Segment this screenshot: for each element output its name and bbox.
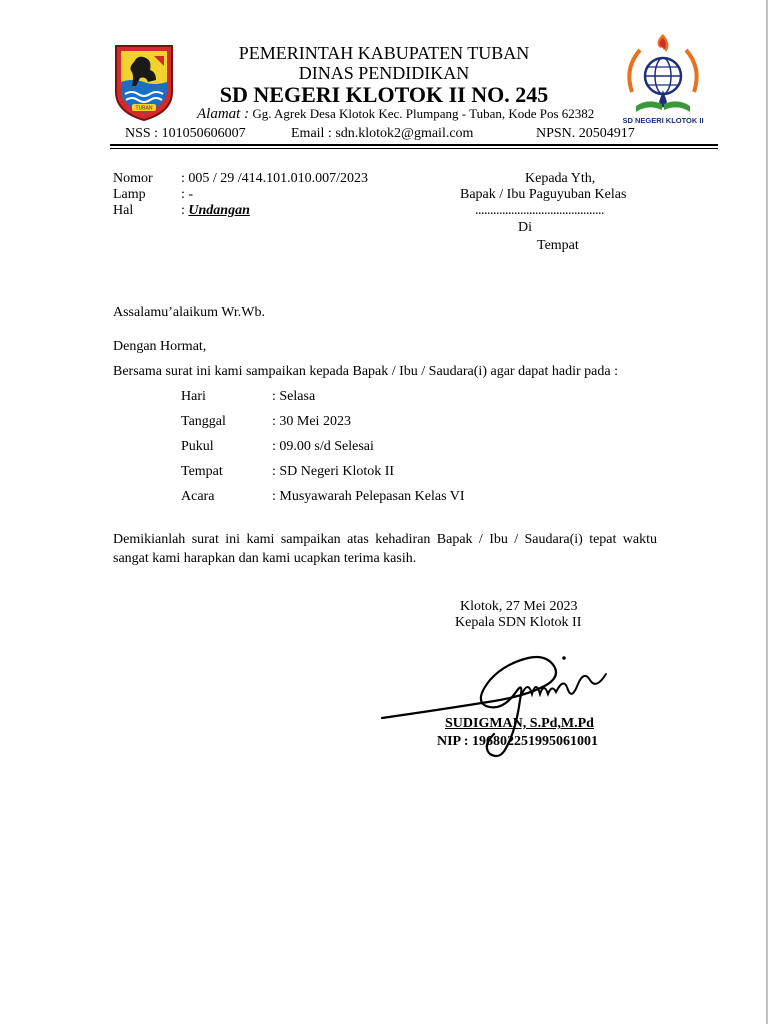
intro-paragraph: Bersama surat ini kami sampaikan kepada Bapak / Ibu / Saudara(i) agar dapat hadir pada : [113,364,618,379]
recipient-line-1: Kepada Yth, [525,171,596,186]
detail-value-hari: : Selasa [272,389,316,404]
handwritten-signature [378,640,618,770]
detail-value-tanggal: : 30 Mei 2023 [272,414,351,429]
detail-label-tanggal: Tanggal [181,414,226,429]
right-logo-text: SD NEGERI KLOTOK II [622,116,704,125]
opening: Dengan Hormat, [113,339,207,354]
address-label: Alamat : [197,106,250,122]
address-text: Gg. Agrek Desa Klotok Kec. Plumpang - Tuban, Kode Pos 62382 [252,106,595,121]
detail-label-pukul: Pukul [181,439,214,454]
lamp-value: : - [181,187,194,202]
detail-value-pukul: : 09.00 s/d Selesai [272,439,374,454]
recipient-line-5: Tempat [537,238,579,253]
place-date: Klotok, 27 Mei 2023 [460,599,578,614]
government-title: PEMERINTAH KABUPATEN TUBAN [238,43,530,63]
left-logo-text: TUBAN [135,105,153,112]
address-line [197,106,594,123]
hal-label: Hal [113,203,134,218]
hal-value: Undangan [188,203,250,218]
detail-value-acara: : Musyawarah Pelepasan Kelas VI [272,489,465,504]
detail-label-acara: Acara [181,489,215,504]
recipient-line-3: ........................................... [475,203,604,218]
closing-paragraph: Demikianlah surat ini kami sampaikan atas kehadiran Bapak / Ibu / Saudara(i) tepat waktu sangat kami harapkan dan kami ucapkan terima kasih. [113,532,657,566]
nomor-label: Nomor [113,171,153,186]
npsn-number: NPSN. 20504917 [536,126,635,141]
nss-number: NSS : 101050606007 [125,126,246,141]
office-title: DINAS PENDIDIKAN [298,63,470,83]
detail-label-hari: Hari [181,389,206,404]
signer-nip: NIP : 196802251995061001 [437,734,598,749]
nomor-value: : 005 / 29 /414.101.010.007/2023 [181,171,369,186]
recipient-line-4: Di [518,220,532,235]
hal-colon: : [181,203,185,218]
school-email: Email : sdn.klotok2@gmail.com [291,126,474,141]
greeting: Assalamu’alaikum Wr.Wb. [113,305,265,320]
header-divider-thick [110,144,718,146]
lamp-label: Lamp [113,187,146,202]
hal-line [181,203,250,219]
detail-label-tempat: Tempat [181,464,223,479]
signer-name: SUDIGMAN, S.Pd,M.Pd [445,716,594,731]
detail-value-tempat: : SD Negeri Klotok II [272,464,395,479]
signer-position: Kepala SDN Klotok II [455,615,582,630]
school-name: SD NEGERI KLOTOK II NO. 245 [219,82,549,107]
header-divider-thin [110,148,718,149]
recipient-line-2: Bapak / Ibu Paguyuban Kelas [460,187,627,202]
